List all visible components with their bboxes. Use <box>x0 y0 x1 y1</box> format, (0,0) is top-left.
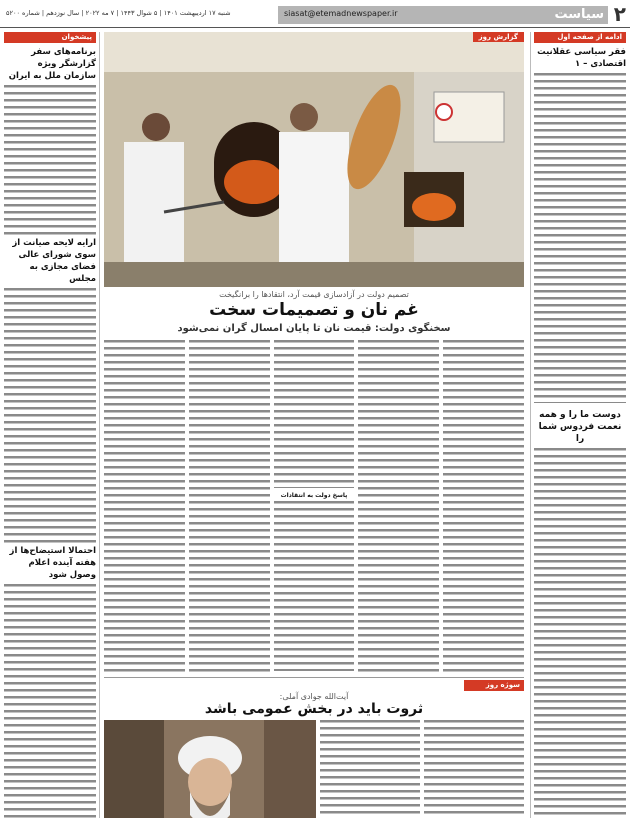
story-col-2 <box>358 340 439 675</box>
masthead <box>0 0 630 28</box>
cleric-portrait <box>104 720 316 818</box>
bottom-main-head: ثروت باید در بخش عمومی باشد <box>204 701 424 717</box>
section-title: سیاست <box>554 7 604 22</box>
left-headline-2: ارایه لایحه صیانت از سوی شورای عالی فضای مجازی به مجلس <box>12 238 96 284</box>
left-headline-1: برنامه‌های سفر گزارشگر ویژه سازمان ملل به ایران <box>8 47 96 81</box>
story-col-3-bottom <box>274 501 355 671</box>
photo-label: گزارش روز <box>473 32 524 42</box>
left-body-3 <box>4 584 96 818</box>
right-body-1 <box>534 73 626 403</box>
right-kicker: ادامه از صفحه اول <box>534 32 626 43</box>
story-col-3 <box>274 340 355 675</box>
left-body-1 <box>4 85 96 235</box>
story-main-head: غم نان و تصمیمات سخت <box>209 300 419 320</box>
bottom-col-1 <box>424 720 524 818</box>
story-inline-subhead: پاسخ دولت به انتقادات <box>280 492 348 499</box>
issue-line: شنبه ۱۷ اردیبهشت ۱۴۰۱ | ۵ شوال ۱۴۴۳ | ۷ مه ۲۰۲۲ | سال نوزدهم | شماره ۵۲۰۰ <box>6 9 231 17</box>
story-deck-head: سخنگوی دولت: قیمت نان تا پایان امسال گران نمی‌شود <box>177 323 451 334</box>
page-number: ۲ <box>613 2 626 26</box>
story-col-5 <box>104 340 185 675</box>
site-email[interactable]: siasat@etemadnewspaper.ir <box>284 9 398 18</box>
portrait-illustration <box>104 720 316 818</box>
bakery-photo <box>104 32 524 287</box>
bottom-story <box>104 677 524 818</box>
story-sub-head: تصمیم دولت در آزادسازی قیمت آرد، انتقادها را برانگیخت <box>219 290 409 299</box>
left-body-2 <box>4 288 96 543</box>
right-body-2 <box>534 448 626 818</box>
right-headline-2: دوست ما را و همه نعمت فردوس شما را <box>538 410 622 444</box>
story-col-3-top <box>274 340 355 488</box>
left-kicker: پیشخوان <box>4 32 96 43</box>
bottom-kicker: سوژه روز <box>464 680 524 691</box>
center-column <box>104 32 524 818</box>
story-col-4 <box>189 340 270 675</box>
right-headline-1: فقر سیاسی عقلانیت اقتصادی – ۱ <box>537 47 626 69</box>
bottom-text <box>320 720 524 818</box>
bakery-illustration <box>104 32 524 287</box>
bottom-sub-head: آیت‌الله جوادی آملی: <box>279 692 349 701</box>
story-columns <box>104 340 524 675</box>
right-column <box>530 32 626 818</box>
story-col-1 <box>443 340 524 675</box>
left-column <box>4 32 100 818</box>
bottom-col-2 <box>320 720 420 818</box>
left-headline-3: احتمالا استیضاح‌ها از هفته آینده اعلام وصول شود <box>9 546 96 580</box>
